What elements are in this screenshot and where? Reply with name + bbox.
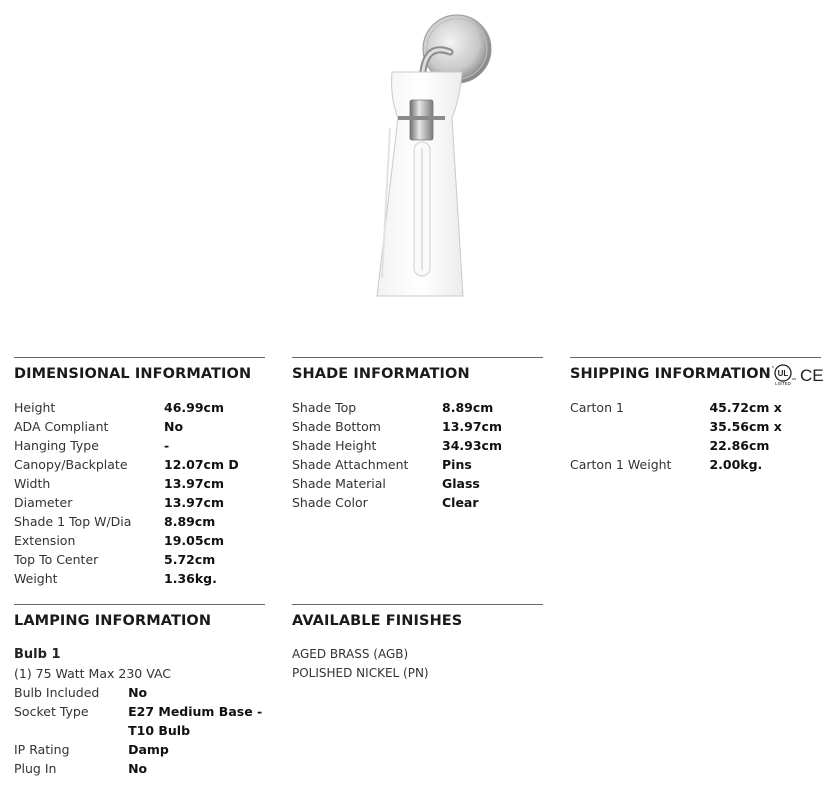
spec-value: 13.97cm [164, 495, 224, 510]
spec-label: Width [14, 476, 51, 491]
spec-value: Glass [442, 476, 480, 491]
spec-label: Shade Height [292, 438, 377, 453]
svg-text:LISTED: LISTED [775, 381, 791, 386]
spec-row [14, 436, 265, 455]
section-title: LAMPING INFORMATION [14, 613, 212, 629]
spec-label: Hanging Type [14, 438, 99, 453]
bulb-description: (1) 75 Watt Max 230 VAC [14, 666, 172, 681]
section-title: AVAILABLE FINISHES [292, 613, 463, 629]
spec-row [14, 531, 265, 550]
finish-item: POLISHED NICKEL (PN) [292, 666, 429, 680]
spec-value: 1.36kg. [164, 571, 217, 586]
spec-row [292, 455, 543, 474]
spec-label: Height [14, 400, 56, 415]
spec-label: Shade Material [292, 476, 386, 491]
spec-value: No [128, 685, 148, 700]
spec-label: Shade Color [292, 495, 368, 510]
certification-marks [772, 364, 828, 390]
available-finishes-section [292, 604, 543, 683]
spec-row [14, 550, 265, 569]
spec-row [570, 398, 821, 455]
spec-value: Clear [442, 495, 479, 510]
spec-value: 19.05cm [164, 533, 224, 548]
spec-label: Canopy/Backplate [14, 457, 128, 472]
spec-value: - [164, 438, 170, 453]
spec-label: Diameter [14, 495, 73, 510]
spec-row [14, 702, 265, 740]
finish-item: AGED BRASS (AGB) [292, 647, 409, 661]
spec-label: Extension [14, 533, 76, 548]
section-divider [14, 357, 265, 358]
spec-label: ADA Compliant [14, 419, 109, 434]
spec-value: 2.00kg. [709, 457, 763, 472]
spec-label: Top To Center [14, 552, 99, 567]
spec-label: Carton 1 [570, 400, 624, 415]
spec-row [14, 398, 265, 417]
spec-value: 12.07cm D [164, 457, 239, 472]
spec-label: Socket Type [14, 704, 89, 719]
spec-row [14, 474, 265, 493]
section-divider [14, 604, 265, 605]
spec-row [292, 417, 543, 436]
spec-value: E27 Medium Base - T10 Bulb [128, 704, 263, 738]
ul-listed-icon [772, 364, 796, 386]
spec-value: 46.99cm [164, 400, 224, 415]
spec-value: 45.72cm x 35.56cm x 22.86cm [709, 400, 782, 453]
svg-text:us: us [792, 376, 797, 381]
section-divider [570, 357, 821, 358]
spec-label: Plug In [14, 761, 57, 776]
spec-value: 5.72cm [164, 552, 216, 567]
spec-label: Weight [14, 571, 58, 586]
spec-value: Pins [442, 457, 472, 472]
spec-value: 8.89cm [164, 514, 216, 529]
spec-row [570, 455, 821, 474]
lamping-info-section [14, 604, 265, 778]
svg-text:c: c [772, 364, 774, 369]
product-image [360, 8, 500, 308]
spec-label: Shade Attachment [292, 457, 409, 472]
spec-value: 13.97cm [164, 476, 224, 491]
svg-text:UL: UL [777, 369, 789, 378]
spec-value: 8.89cm [442, 400, 494, 415]
sconce-illustration [360, 8, 500, 308]
spec-value: 34.93cm [442, 438, 502, 453]
section-title: SHADE INFORMATION [292, 366, 470, 382]
spec-row [14, 493, 265, 512]
spec-row [292, 474, 543, 493]
spec-value: No [164, 419, 184, 434]
shade-info-section [292, 357, 543, 512]
section-title: SHIPPING INFORMATION [570, 366, 771, 382]
spec-label: Bulb Included [14, 685, 100, 700]
spec-label: Shade Bottom [292, 419, 381, 434]
spec-row [14, 683, 265, 702]
spec-row [14, 512, 265, 531]
spec-value: Damp [128, 742, 169, 757]
spec-label: Carton 1 Weight [570, 457, 672, 472]
dimensional-info-section [14, 357, 265, 588]
section-divider [292, 604, 543, 605]
spec-row [292, 436, 543, 455]
spec-row [292, 493, 543, 512]
spec-label: IP Rating [14, 742, 70, 757]
spec-value: 13.97cm [442, 419, 502, 434]
spec-label: Shade Top [292, 400, 357, 415]
section-divider [292, 357, 543, 358]
spec-row [14, 740, 265, 759]
spec-row [14, 759, 265, 778]
ce-mark-icon: CE [800, 366, 824, 385]
spec-value: No [128, 761, 148, 776]
spec-row [14, 455, 265, 474]
spec-label: Shade 1 Top W/Dia [14, 514, 132, 529]
bulb-title: Bulb 1 [14, 647, 61, 662]
spec-row [14, 417, 265, 436]
spec-row [292, 398, 543, 417]
section-title: DIMENSIONAL INFORMATION [14, 366, 252, 382]
spec-row [14, 569, 265, 588]
